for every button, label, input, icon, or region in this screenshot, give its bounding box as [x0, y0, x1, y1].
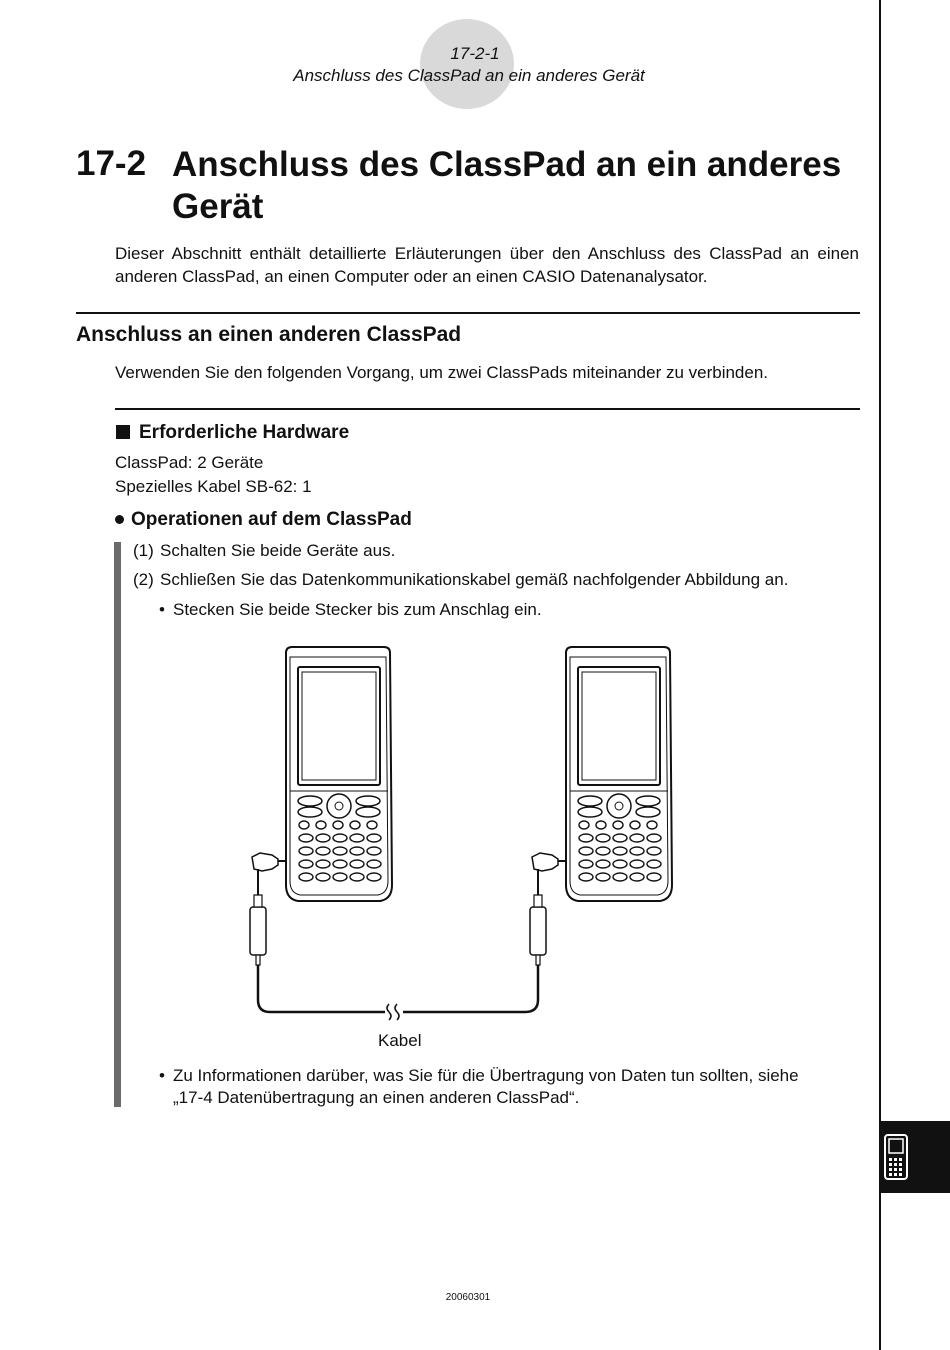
bullet-text: Zu Informationen darüber, was Sie für die Übertragung von Daten tun sollten, siehe — [173, 1066, 799, 1085]
chapter-intro: Dieser Abschnitt enthält detaillierte Erläuterungen über den Anschluss des ClassPad an einen anderen ClassPad, an einen Computer oder an einen CASIO Datenanalysator. — [115, 244, 859, 286]
running-title: Anschluss des ClassPad an ein anderes Gerät — [293, 66, 645, 85]
bullet-text: Stecken Sie beide Stecker bis zum Anschlag ein. — [173, 600, 542, 619]
step-text: Schalten Sie beide Geräte aus. — [160, 541, 396, 560]
connection-figure — [240, 640, 690, 1030]
section-intro: Verwenden Sie den folgenden Vorgang, um zwei ClassPads miteinander zu verbinden. — [115, 363, 769, 382]
footer-code: 20060301 — [445, 1292, 491, 1303]
section-divider — [76, 312, 860, 314]
step-number: (1) — [133, 541, 154, 560]
calculator-icon — [880, 1121, 950, 1193]
chapter-number: 17-2 — [76, 144, 147, 183]
step-number: (2) — [133, 570, 154, 589]
step-text: Schließen Sie das Datenkommunikationskabel gemäß nachfolgender Abbildung an. — [160, 570, 789, 589]
round-bullet-icon — [115, 515, 124, 524]
cable-label: Kabel — [378, 1031, 422, 1050]
bullet-text: „17-4 Datenübertragung an einen anderen ClassPad“. — [173, 1088, 580, 1107]
chapter-tab — [880, 1121, 950, 1193]
square-bullet-icon — [116, 425, 130, 439]
subsection-divider — [115, 408, 860, 410]
page-number: 17-2-1 — [450, 44, 500, 63]
header-circle — [420, 19, 514, 109]
bullet-dot: • — [159, 600, 165, 619]
section-title: Anschluss an einen anderen ClassPad — [76, 323, 462, 346]
chapter-title: Anschluss des ClassPad an ein anderes Gerät — [172, 145, 842, 226]
hardware-title: Erforderliche Hardware — [139, 422, 350, 443]
hardware-item: ClassPad: 2 Geräte — [115, 453, 264, 472]
operations-title: Operationen auf dem ClassPad — [131, 509, 412, 530]
procedure-sidebar — [114, 542, 121, 1107]
hardware-item: Spezielles Kabel SB-62: 1 — [115, 477, 312, 496]
bullet-dot: • — [159, 1066, 165, 1085]
